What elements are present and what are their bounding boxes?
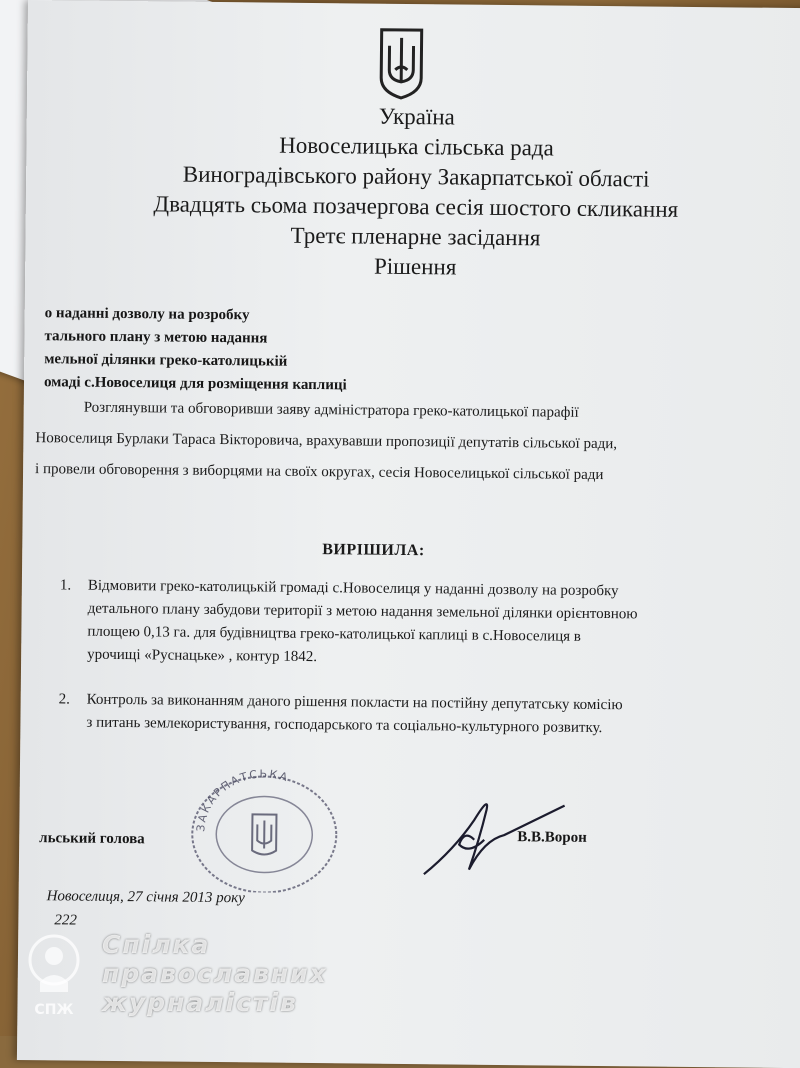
header-session: Двадцять сьома позачергова сесія шостого скликання bbox=[153, 191, 679, 222]
item-line: Контроль за виконанням даного рішення покласти на постійну депутатську комісію bbox=[86, 691, 623, 714]
item-line: площею 0,13 га. для будівництва греко-католицької каплиці в с.Новоселиця в bbox=[87, 623, 581, 645]
stamp-text: ЗАКАРПАТСЬКА bbox=[194, 767, 291, 833]
header-council: Новоселицька сільська рада bbox=[279, 132, 554, 161]
logo-text: СПЖ bbox=[34, 1002, 74, 1018]
stamp-trident-icon bbox=[252, 814, 276, 854]
item-line: урочищі «Руснацьке» , контур 1842. bbox=[87, 646, 318, 666]
header-sitting: Третє пленарне засідання bbox=[290, 222, 541, 251]
place-date: Новоселиця, 27 січня 2013 року bbox=[46, 888, 245, 907]
signature-row bbox=[39, 829, 739, 848]
subject-line: мельної ділянки греко-католицькій bbox=[44, 351, 288, 370]
item-number: 2. bbox=[58, 691, 71, 708]
subject-line: о наданні дозволу на розробку bbox=[44, 305, 250, 324]
journalist-union-logo bbox=[14, 930, 96, 1022]
header-country: Україна bbox=[378, 103, 455, 130]
watermark-line: журналістів bbox=[102, 988, 298, 1017]
official-stamp bbox=[179, 762, 350, 894]
subject-line: тального плану з метою надання bbox=[44, 328, 268, 347]
signatory-title: льський голова bbox=[39, 830, 145, 848]
header-district: Виноградівського району Закарпатської області bbox=[182, 161, 650, 192]
watermark-text bbox=[102, 930, 328, 1017]
preamble-line: Розглянувши та обговоривши заяву адміністратора греко-католицької парафії bbox=[83, 399, 579, 421]
watermark bbox=[14, 930, 328, 1030]
item-line: Відмовити греко-католицькій громаді с.Новоселиця у наданні дозволу на розробку bbox=[87, 577, 619, 600]
item-number: 1. bbox=[59, 577, 72, 594]
preamble-line: і провели обговорення з виборцями на своїх округах, сесія Новоселицької сільської ради bbox=[35, 461, 604, 484]
watermark-line: Спілка bbox=[102, 930, 211, 959]
resolved-heading: ВИРІШИЛА: bbox=[322, 541, 425, 560]
decision-subject bbox=[44, 302, 405, 398]
subject-line: омаді с.Новоселиця для розміщення каплиці bbox=[43, 374, 347, 394]
item-line: з питань землекористування, господарського та соціально-культурного розвитку. bbox=[86, 714, 603, 737]
trident-emblem-icon bbox=[377, 26, 426, 102]
document-number: 222 bbox=[54, 912, 77, 929]
watermark-line: православних bbox=[102, 959, 328, 988]
handwritten-signature bbox=[414, 779, 585, 891]
document-header bbox=[85, 99, 747, 286]
signatory-name: В.В.Ворон bbox=[517, 829, 587, 846]
header-doc-type: Рішення bbox=[373, 253, 457, 280]
preamble-paragraph bbox=[35, 392, 766, 493]
preamble-line: Новоселиця Бурлаки Тараса Вікторовича, врахувавши пропозиції депутатів сільської ради, bbox=[35, 430, 618, 453]
item-line: детального плану забудови території з метою надання земельної ділянки орієнтовною bbox=[87, 600, 638, 623]
document-page bbox=[17, 0, 800, 1068]
